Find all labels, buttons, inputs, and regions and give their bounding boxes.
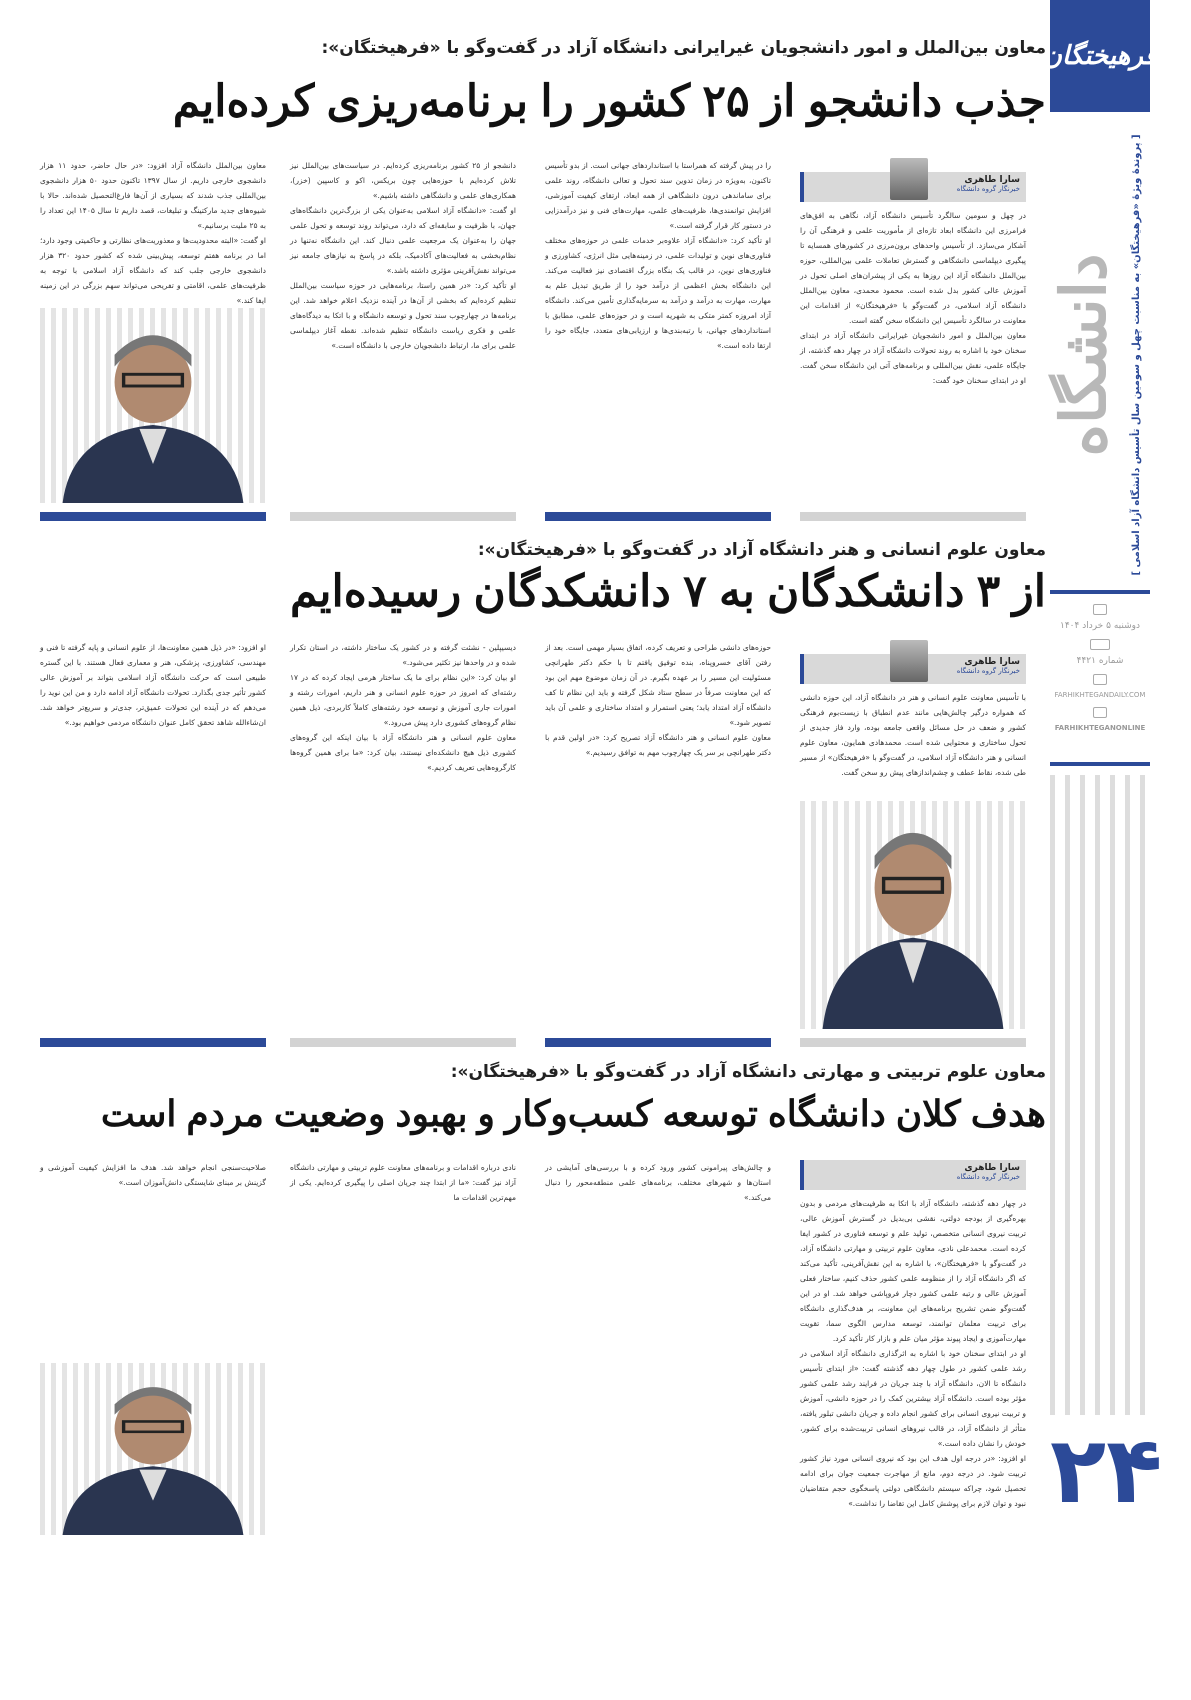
paragraph: حوزه‌های دانشی طراحی و تعریف کرده، اتفاق بسیار مهمی است. بعد از رفتن آقای خسروپناه، بنده توفیق یافتم تا با حکم دکتر طهرانچی مسئولیت این مسیر را بر عهده بگیرم. در آن زمان موضوع مهم این بود که این معاونت صرفاً در سطح ستاد شکل گرفته و باید این نظام تا کف دانشگاه آزاد امتداد یابد؛ یعنی استمرار و امتداد ساختاری و علمی آن باید تصویر شود.»: [545, 643, 771, 727]
paragraph: او تأکید کرد: «در همین راستا، برنامه‌هایی در حوزه سیاست بین‌الملل تنظیم کرده‌ایم که بخشی از آن‌ها در آینده نزدیک اعلام خواهد شد. این برنامه‌ها در چهارچوب سند تحول و توسعه دانشگاه و با اتکا به دیدگاه‌های علمی و فکری ریاست دانشگاه تنظیم شده‌اند. نقطه آغاز دیپلماسی علمی برای ما، ارتباط دانشجویان خارجی با دانشگاه است.»: [290, 281, 516, 350]
paragraph: او در ابتدای سخنان خود با اشاره به اثرگذاری دانشگاه آزاد اسلامی در رشد علمی کشور در طول چهار دهه گذشته گفت: «از ابتدای تأسیس دانشگاه تا الان، دانشگاه آزاد با چند جریان در فرایند رشد علمی کشور مؤثر بوده است. دانشگاه آزاد بیشترین کمک را در حوزه دانشی، آموزش و تربیت نیروی انسانی برای کشور انجام داده و جریان دانشی تبلور یافته، متأثر از دانشگاه آزاد، در قالب نیروهای انسانی تربیت‌شده برای کشور، خودش را نشان داده است.»: [800, 1349, 1026, 1448]
column-text: [800, 690, 1026, 780]
bracket-text: [ پروندهٔ ویژهٔ «فرهیختگان» به مناسبت چهل و سومین سال تأسیس دانشگاه آزاد اسلامی ]: [1131, 134, 1142, 576]
paragraph: معاون بین‌الملل دانشگاه آزاد افزود: «در حال حاضر، حدود ۱۱ هزار دانشجوی خارجی داریم. از سال ۱۳۹۷ تاکنون حدود ۵۰ هزار دانشجوی بین‌المللی جذب شدند که بسیاری از آن‌ها فارغ‌التحصیل شده‌اند. حالا با شیوه‌های جدید مارکتینگ و تبلیغات، قصد داریم تا سال ۱۴۰۵ این تعداد را به ۲۵ ملیت برسانیم.»: [40, 161, 267, 230]
page-number: ۲۴: [1050, 1417, 1163, 1524]
article-column: [545, 158, 771, 503]
section-title: [1050, 130, 1120, 580]
article-headline[interactable]: از ۳ دانشکدگان به ۷ دانشکدگان رسیده‌ایم: [290, 567, 1046, 616]
article-column: [800, 640, 1026, 1029]
calendar-icon: [1093, 604, 1107, 615]
article-column: [40, 640, 266, 1029]
article-kicker: معاون بین‌الملل و امور دانشجویان غیرایرانی دانشگاه آزاد در گفت‌وگو با «فرهیختگان»:: [321, 38, 1046, 58]
byline: [800, 172, 1026, 202]
column-text: [40, 1160, 266, 1190]
article-headline[interactable]: هدف کلان دانشگاه توسعه کسب‌وکار و بهبود وضعیت مردم است: [100, 1093, 1046, 1134]
author-role: خبرنگار گروه دانشگاه: [956, 185, 1020, 193]
article-column: [800, 158, 1026, 503]
byline: [800, 1160, 1026, 1190]
website-link[interactable]: FARHIKHTEGANDAILY.COM: [1054, 691, 1146, 699]
column-text: [800, 208, 1026, 388]
author-role: خبرنگار گروه دانشگاه: [956, 1173, 1020, 1181]
author-role: خبرنگار گروه دانشگاه: [956, 667, 1020, 675]
article-headline[interactable]: جذب دانشجو از ۲۵ کشور را برنامه‌ریزی کرده‌ایم: [172, 77, 1046, 126]
paragraph: صلاحیت‌سنجی انجام خواهد شد. هدف ما افزایش کیفیت آموزشی و گزینش بر مبنای شایستگی دانش‌آموزان است.»: [40, 1163, 266, 1187]
issue-date: دوشنبه ۵ خرداد ۱۴۰۴: [1060, 621, 1140, 631]
newspaper-logo: [1042, 0, 1158, 112]
article-column: [40, 1160, 266, 1535]
column-text: [40, 640, 266, 730]
section-word: دانشگاه: [1050, 253, 1119, 457]
column-text: [545, 158, 771, 353]
paragraph: معاون علوم انسانی و هنر دانشگاه آزاد با بیان اینکه این گروه‌های کشوری ذیل هیچ دانشکده‌ای نیستند، بیان کرد: «ما برای همین گروه‌ها کارگروه‌هایی تعریف کردیم.»: [290, 733, 516, 772]
article-column: [290, 640, 516, 1029]
column-text: [40, 158, 266, 308]
paragraph: در چهل و سومین سالگرد تأسیس دانشگاه آزاد، نگاهی به افق‌های فرامرزی این دانشگاه ابعاد تازه‌ای از مأموریت علمی و فرهنگی آن را آشکار می‌سازد. از تأسیس واحدهای برون‌مرزی در کشورهای همسایه تا پیگیری دیپلماسی دانشگاهی و گسترش تعاملات علمی بین‌المللی، حوزه بین‌الملل دانشگاه آزاد این روزها به یکی از پیشران‌های اصلی تحول در آموزش عالی کشور بدل شده است. محمود محمدی، معاون بین‌الملل دانشگاه آزاد اسلامی، در گفت‌وگو با «فرهیختگان» از اقدامات این معاونت در سالگرد تأسیس این دانشگاه سخن گفته است.: [800, 211, 1026, 325]
interviewee-photo: [40, 1363, 266, 1535]
barcode-icon: [1090, 639, 1110, 650]
author-name: سارا طاهری: [964, 1163, 1020, 1173]
article-kicker: معاون علوم انسانی و هنر دانشگاه آزاد در گفت‌وگو با «فرهیختگان»:: [477, 540, 1046, 560]
web-icon: [1093, 674, 1107, 685]
social-icon: [1093, 707, 1107, 718]
paragraph: نادی درباره اقدامات و برنامه‌های معاونت علوم تربیتی و مهارتی دانشگاه آزاد نیز گفت: «ما از ابتدا چند جریان اصلی را پیگیری کرده‌ایم. یکی از مهم‌ترین اقدامات ما: [290, 1163, 516, 1202]
paragraph: او افزود: «در ذیل همین معاونت‌ها، از علوم انسانی و پایه گرفته تا فنی و مهندسی، کشاورزی، پزشکی، هنر و معماری فعال هستند. با این گستره طبیعی است که حرکت دانشگاه آزاد اسلامی بتواند بر آموزش عالی کشور تأثیر جدی بگذارد. تحولات دانشگاه آزاد ادامه دارد و من این نوید را می‌دهم که در آینده این تحولات عمیق‌تر، جدی‌تر و سریع‌تر خواهد شد. ان‌شاءالله شاهد تحقق کامل عنوان دانشگاه مردمی خواهیم بود.»: [40, 643, 266, 727]
sidebar-divider: [1050, 762, 1150, 766]
article-column: [40, 158, 266, 503]
special-file-caption: [1128, 130, 1146, 580]
column-divider-bar: [40, 1038, 266, 1047]
paragraph: معاون علوم انسانی و هنر دانشگاه آزاد تصریح کرد: «در اولین قدم با دکتر طهرانچی بر سر یک چهارچوب مهم به توافق رسیدیم.»: [545, 733, 771, 757]
paragraph: دیسیپلین - نشئت گرفته و در کشور یک ساختار داشته، در استان تکرار شده و در واحدها نیز تکثیر می‌شود.»: [290, 643, 516, 667]
paragraph: معاون بین‌الملل و امور دانشجویان غیرایرانی دانشگاه آزاد در ابتدای سخنان خود با اشاره به روند تحولات دانشگاه آزاد در چهار دهه گذشته، از جایگاه علمی، نقش بین‌المللی و برنامه‌های آتی این دانشگاه سخن گفت. او در ابتدای سخنان خود گفت:: [800, 331, 1026, 385]
interviewee-photo: [800, 801, 1026, 1029]
paragraph: دانشجو از ۲۵ کشور برنامه‌ریزی کرده‌ایم. در سیاست‌های بین‌الملل نیز تلاش کرده‌ایم با حوزه‌هایی چون بریکس، اکو و کاسپین (خزر)، همکاری‌های علمی و دانشگاهی داشته باشیم.»: [290, 161, 516, 200]
article-column: [545, 640, 771, 1029]
author-name: سارا طاهری: [964, 657, 1020, 667]
article-column: [290, 1160, 516, 1535]
column-text: [290, 640, 516, 775]
column-divider-bar: [545, 1038, 771, 1047]
paragraph: او تأکید کرد: «دانشگاه آزاد علاوه‌بر خدمات علمی در حوزه‌های مختلف فناوری‌های نوین و تولیدات علمی، در زمینه‌هایی مثل انرژی، کشاورزی و فناوری‌های نوین، در قالب یک بنگاه بزرگ اقتصادی نیز فعالیت می‌کند. این دانشگاه بخش اعظمی از درآمد خود را از طریق تبدیل علم به مهارت، مهارت به درآمد و درآمد به سرمایه‌گذاری تأمین می‌کند. دانشگاه آزاد امروزه کمتر متکی به شهریه است و در حوزه‌های علمی، مطابق با استانداردهای جهانی، با رتبه‌بندی‌ها و ارزیابی‌های متعدد، جایگاه خود را ارتقا داده است.»: [545, 236, 771, 350]
column-divider-bar: [40, 512, 266, 521]
decorative-stripes: [1050, 775, 1150, 1415]
paragraph: او گفت: «دانشگاه آزاد اسلامی به‌عنوان یکی از بزرگ‌ترین دانشگاه‌های جهان، با ظرفیت و سابقه‌ای که دارد، می‌تواند روند توسعه و تحول علمی جهان را به‌عنوان یک مرجعیت علمی دنبال کند. این دانشگاه نه‌تنها در نظام‌بخشی به فعالیت‌های آکادمیک، بلکه در پاسخ به نیازهای جامعه نیز می‌تواند نقش‌آفرینی مؤثری داشته باشد.»: [290, 206, 516, 275]
column-text: [545, 640, 771, 760]
column-divider-bar: [545, 512, 771, 521]
paragraph: او بیان کرد: «این نظام برای ما یک ساختار هرمی ایجاد کرده که در ۱۷ رشته‌ای که امروز در حوزه علوم انسانی و هنر داریم، امورات رشته و امورات جاری آموزش و توسعه خود رشته‌های کاملاً کاربردی، ذیل همین نظام گروه‌های کشوری دارد پیش می‌رود.»: [290, 673, 516, 727]
article-kicker: معاون علوم تربیتی و مهارتی دانشگاه آزاد در گفت‌وگو با «فرهیختگان»:: [450, 1062, 1046, 1082]
paragraph: در چهار دهه گذشته، دانشگاه آزاد با اتکا به ظرفیت‌های مردمی و بدون بهره‌گیری از بودجه دولتی، نقشی بی‌بدیل در گسترش آموزش عالی، تربیت نیروی انسانی متخصص، تولید علم و توسعه فناوری در کشور ایفا کرده است. محمدعلی نادی، معاون علوم تربیتی و مهارتی دانشگاه آزاد، در گفت‌وگو با «فرهیختگان»، با اشاره به این نقش‌آفرینی، تأکید می‌کند که اگر دانشگاه آزاد را از منظومه علمی کشور حذف کنیم، ساختار فعلی آموزش عالی و رتبه علمی کشور دچار فروپاشی خواهد شد. او در این گفت‌وگو ضمن تشریح برنامه‌های این معاونت، بر هدف‌گذاری دانشگاه برای تربیت معلمان توانمند، توسعه مدارس الگوی سما، تقویت مهارت‌آموزی و ایجاد پیوند مؤثر میان علم و بازار کار تأکید کرد.: [800, 1199, 1026, 1343]
article-column: [800, 1160, 1026, 1535]
author-name: سارا طاهری: [964, 175, 1020, 185]
byline: [800, 654, 1026, 684]
paragraph: او افزود: «در درجه اول هدف این بود که نیروی انسانی مورد نیاز کشور تربیت شود. در درجه دوم، مانع از مهاجرت جمعیت جوان برای ادامه تحصیل شود، چراکه سیستم دانشگاهی دولتی پاسخگوی حجم متقاضیان نبود و توان لازم برای پوشش کامل این تقاضا را نداشت.»: [800, 1454, 1026, 1508]
issue-number: شماره ۴۴۲۱: [1076, 656, 1124, 666]
paragraph: او گفت: «البته محدودیت‌ها و معذوریت‌های نظارتی و حاکمیتی وجود دارد؛ اما در برنامه هفتم توسعه، پیش‌بینی شده که کشور حدود ۳۲۰ هزار دانشجوی خارجی جلب کند که دانشگاه آزاد اسلامی با توجه به ظرفیت‌های علمی، اقامتی و تفریحی می‌تواند سهم بزرگی در این زمینه ایفا کند.»: [40, 236, 266, 305]
column-text: [545, 1160, 771, 1205]
sidebar-divider: [1050, 590, 1150, 594]
paragraph: و چالش‌های پیرامونی کشور ورود کرده و با بررسی‌های آمایشی در استان‌ها و شهرهای مختلف، برنامه‌های علمی منطقه‌محور را دنبال می‌کند.»: [545, 1163, 771, 1202]
column-text: [290, 158, 516, 353]
column-divider-bar: [800, 512, 1026, 521]
issue-meta: [1050, 604, 1150, 732]
paragraph: با تأسیس معاونت علوم انسانی و هنر در دانشگاه آزاد، این حوزه دانشی که همواره درگیر چالش‌هایی مانند عدم انطباق با زیست‌بوم فرهنگی کشور و ضعف در حل مسائل واقعی جامعه بوده، وارد فاز جدیدی از تحول ساختاری و محتوایی شده است. محمدهادی همایون، معاون علوم انسانی و هنر دانشگاه آزاد اسلامی، در گفت‌وگو با «فرهیختگان» از مسیر طی شده، نقاط عطف و چشم‌اندازهای پیش رو سخن گفت.: [800, 693, 1026, 777]
article-column: [290, 158, 516, 503]
interviewee-photo: [40, 308, 266, 503]
column-divider-bar: [800, 1038, 1026, 1047]
column-divider-bar: [290, 512, 516, 521]
logo-text: فرهیختگان: [1042, 41, 1158, 71]
article-column: [545, 1160, 771, 1535]
column-divider-bar: [290, 1038, 516, 1047]
column-text: [800, 1196, 1026, 1511]
paragraph: را در پیش گرفته که همراستا با استانداردهای جهانی است. از بدو تأسیس تاکنون، به‌ویژه در زمان تدوین سند تحول و تعالی دانشگاه، روند علمی برای ساماندهی درون دانشگاهی از همه ابعاد، ارتقای کیفیت آموزشی، افزایش توانمندی‌ها، ظرفیت‌های علمی، مهارت‌های فنی و نیز درآمدزایی در دستور کار قرار گرفته است.»: [545, 161, 771, 230]
social-handle[interactable]: FARHIKHTEGANONLINE: [1054, 724, 1146, 732]
column-text: [290, 1160, 516, 1205]
